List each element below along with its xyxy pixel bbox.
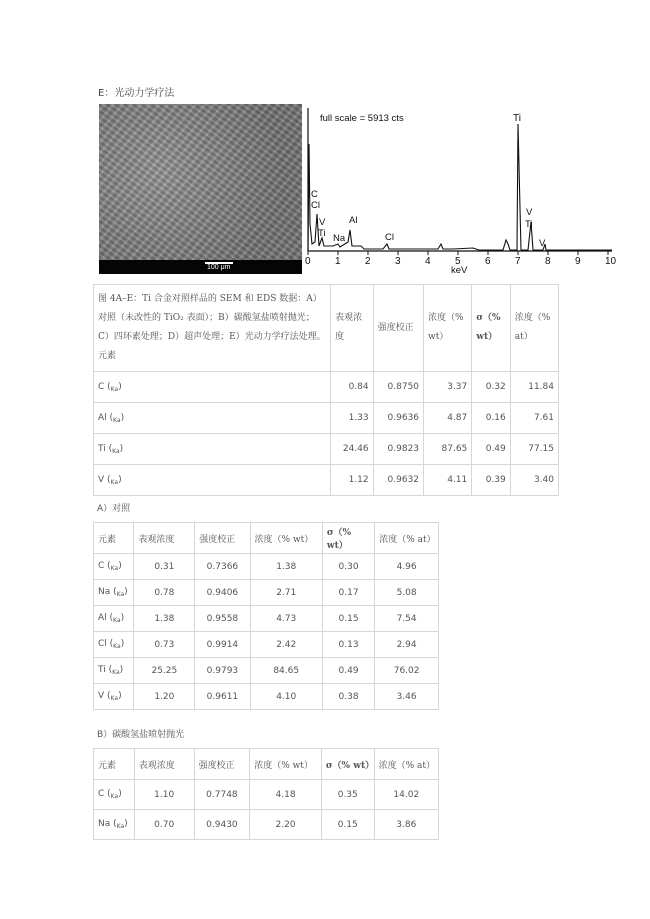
value-cell: 1.38 bbox=[250, 554, 322, 580]
eds-full-scale-label: full scale = 5913 cts bbox=[320, 113, 404, 124]
value-cell: 3.37 bbox=[424, 372, 472, 403]
table-c-header-row bbox=[94, 749, 439, 780]
value-cell: 2.42 bbox=[250, 632, 322, 658]
eds-x-tick-label: 4 bbox=[425, 256, 431, 267]
table-c bbox=[93, 748, 439, 840]
value-cell: 2.71 bbox=[250, 580, 322, 606]
value-cell: 1.38 bbox=[134, 606, 195, 632]
value-cell: 0.15 bbox=[322, 606, 374, 632]
col-at: 浓度（% at） bbox=[375, 523, 439, 554]
eds-spectrum-trace bbox=[308, 124, 612, 251]
element-symbol: C bbox=[98, 789, 105, 799]
element-line: Ka bbox=[110, 793, 119, 800]
element-line: Ka bbox=[110, 385, 119, 393]
col-intensity: 强度校正 bbox=[373, 285, 423, 372]
value-cell: 0.9406 bbox=[195, 580, 250, 606]
element-symbol: Na bbox=[98, 587, 111, 597]
element-symbol: Cl bbox=[98, 639, 107, 649]
value-cell: 76.02 bbox=[375, 658, 439, 684]
value-cell: 1.20 bbox=[134, 684, 195, 710]
col-wt: 浓度（% wt） bbox=[424, 285, 472, 372]
eds-x-tick-label: 0 bbox=[305, 256, 311, 267]
value-cell: 0.30 bbox=[322, 554, 374, 580]
value-cell: 0.70 bbox=[134, 810, 194, 840]
value-cell: 1.10 bbox=[134, 780, 194, 810]
element-line: Ka bbox=[116, 591, 125, 598]
col-at: 浓度（% at） bbox=[374, 749, 438, 780]
value-cell: 0.49 bbox=[472, 434, 511, 465]
element-line: Ka bbox=[112, 669, 120, 676]
value-cell: 77.15 bbox=[510, 434, 558, 465]
col-element: 元素 bbox=[94, 749, 135, 780]
value-cell: 7.54 bbox=[375, 606, 439, 632]
value-cell: 0.31 bbox=[134, 554, 195, 580]
value-cell: 0.39 bbox=[472, 465, 511, 496]
sem-micrograph bbox=[99, 104, 302, 274]
value-cell: 24.46 bbox=[331, 434, 374, 465]
value-cell: 1.33 bbox=[331, 403, 374, 434]
eds-x-tick-label: 6 bbox=[485, 256, 491, 267]
value-cell: 0.9558 bbox=[195, 606, 250, 632]
element-cell: Ti $(_{Ka})$ bbox=[94, 658, 134, 684]
value-cell: 2.20 bbox=[250, 810, 322, 840]
element-cell: V $(_{Ka})$ bbox=[94, 684, 134, 710]
element-symbol: Ti bbox=[98, 665, 106, 675]
table-a-header-row bbox=[94, 285, 559, 372]
eds-x-tick-label: 2 bbox=[365, 256, 371, 267]
eds-peak-label-na: Na bbox=[333, 233, 346, 244]
value-cell: 25.25 bbox=[134, 658, 195, 684]
element-line: Ka bbox=[116, 823, 125, 830]
table-row bbox=[94, 632, 439, 658]
col-element: 元素 bbox=[94, 523, 134, 554]
element-symbol: Al bbox=[98, 613, 107, 623]
value-cell: 1.12 bbox=[331, 465, 374, 496]
eds-x-unit: keV bbox=[451, 265, 468, 276]
eds-peak-label-cl: Cl bbox=[311, 200, 320, 211]
element-symbol: V bbox=[98, 691, 105, 701]
eds-peak-label-v-ka: V bbox=[526, 207, 533, 218]
element-line: Ka bbox=[113, 643, 121, 650]
eds-peak-label-al: Al bbox=[349, 215, 358, 226]
value-cell: 0.13 bbox=[322, 632, 374, 658]
value-cell: 0.73 bbox=[134, 632, 195, 658]
eds-peak-label-v: V bbox=[319, 217, 326, 228]
value-cell: 3.40 bbox=[510, 465, 558, 496]
value-cell: 0.9793 bbox=[195, 658, 250, 684]
col-sigma: σ（% wt） bbox=[322, 523, 374, 554]
table-b-header-row bbox=[94, 523, 439, 554]
col-apparent: 表观浓度 bbox=[134, 523, 195, 554]
eds-x-tick-label: 10 bbox=[605, 256, 617, 267]
section-title-e: E：光动力学疗法 bbox=[98, 88, 175, 99]
sem-info-bar bbox=[99, 260, 302, 274]
table-row bbox=[94, 658, 439, 684]
element-cell: C $(_{Ka})$ bbox=[94, 372, 331, 403]
element-line: Ka bbox=[113, 617, 121, 624]
table-b bbox=[93, 522, 439, 710]
table-row bbox=[94, 554, 439, 580]
table-a-label: A）对照 bbox=[97, 504, 131, 514]
value-cell: 0.9636 bbox=[373, 403, 423, 434]
value-cell: 84.65 bbox=[250, 658, 322, 684]
value-cell: 0.17 bbox=[322, 580, 374, 606]
eds-x-tick-label: 9 bbox=[575, 256, 581, 267]
element-line: Ka bbox=[110, 478, 119, 486]
eds-peak-label-ti-kb: Ti bbox=[525, 219, 533, 230]
value-cell: 3.46 bbox=[375, 684, 439, 710]
value-cell: 11.84 bbox=[510, 372, 558, 403]
table-row bbox=[94, 580, 439, 606]
element-line: Ka bbox=[112, 447, 120, 455]
table-row bbox=[94, 684, 439, 710]
eds-peak-label-c: C bbox=[311, 189, 318, 200]
table-row bbox=[94, 465, 559, 496]
value-cell: 4.18 bbox=[250, 780, 322, 810]
element-symbol: C bbox=[98, 381, 105, 392]
value-cell: 0.38 bbox=[322, 684, 374, 710]
col-sigma: σ（% wt） bbox=[321, 749, 374, 780]
value-cell: 0.78 bbox=[134, 580, 195, 606]
value-cell: 0.49 bbox=[322, 658, 374, 684]
element-cell: C $(_{Ka})$ bbox=[94, 554, 134, 580]
value-cell: 2.94 bbox=[375, 632, 439, 658]
element-cell: Al $(_{Ka})$ bbox=[94, 403, 331, 434]
element-line: Ka bbox=[110, 565, 119, 572]
value-cell: 3.86 bbox=[374, 810, 438, 840]
value-cell: 4.96 bbox=[375, 554, 439, 580]
col-intensity: 强度校正 bbox=[195, 523, 250, 554]
element-symbol: Al bbox=[98, 412, 107, 423]
element-line: Ka bbox=[113, 416, 121, 424]
value-cell: 14.02 bbox=[374, 780, 438, 810]
element-cell: Ti $(_{Ka})$ bbox=[94, 434, 331, 465]
sem-scale-label: 100 μm bbox=[207, 264, 231, 271]
value-cell: 87.65 bbox=[424, 434, 472, 465]
value-cell: 0.9823 bbox=[373, 434, 423, 465]
table-b-label: B）碳酸氢盐喷射抛光 bbox=[97, 730, 185, 740]
element-symbol: Ti bbox=[98, 443, 106, 454]
value-cell: 0.35 bbox=[321, 780, 374, 810]
element-cell: V $(_{Ka})$ bbox=[94, 465, 331, 496]
value-cell: 4.87 bbox=[424, 403, 472, 434]
col-sigma: σ（% wt） bbox=[472, 285, 511, 372]
value-cell: 5.08 bbox=[375, 580, 439, 606]
col-wt: 浓度（% wt） bbox=[250, 749, 322, 780]
table-row bbox=[94, 780, 439, 810]
col-at: 浓度（% at） bbox=[510, 285, 558, 372]
table-row bbox=[94, 606, 439, 632]
value-cell: 4.73 bbox=[250, 606, 322, 632]
element-cell: Cl $(_{Ka})$ bbox=[94, 632, 134, 658]
value-cell: 4.10 bbox=[250, 684, 322, 710]
value-cell: 0.84 bbox=[331, 372, 374, 403]
value-cell: 0.32 bbox=[472, 372, 511, 403]
eds-x-tick-label: 7 bbox=[515, 256, 521, 267]
value-cell: 7.61 bbox=[510, 403, 558, 434]
table-a-caption-cell: 图 4A–E：Ti 合金对照样品的 SEM 和 EDS 数据：A）对照（未改性的 TiO₂ 表面）；B）碳酸氢盐喷射抛光；C）四环素处理；D）超声处理；E）光动力学疗法处理。元素 bbox=[94, 285, 331, 372]
element-cell: Na $(_{Ka})$ bbox=[94, 580, 134, 606]
eds-peak-label-ti: Ti bbox=[513, 113, 521, 124]
table-row bbox=[94, 434, 559, 465]
value-cell: 0.9611 bbox=[195, 684, 250, 710]
value-cell: 0.9914 bbox=[195, 632, 250, 658]
value-cell: 0.9430 bbox=[194, 810, 250, 840]
eds-x-tick-label: 5 bbox=[455, 256, 461, 267]
eds-x-tick-label: 1 bbox=[335, 256, 341, 267]
value-cell: 0.15 bbox=[321, 810, 374, 840]
col-apparent: 表观浓度 bbox=[331, 285, 374, 372]
value-cell: 0.9632 bbox=[373, 465, 423, 496]
element-cell: Na $(_{Ka})$ bbox=[94, 810, 135, 840]
table-row bbox=[94, 810, 439, 840]
table-row bbox=[94, 372, 559, 403]
value-cell: 4.11 bbox=[424, 465, 472, 496]
eds-x-tick-label: 3 bbox=[395, 256, 401, 267]
element-symbol: C bbox=[98, 561, 105, 571]
col-apparent: 表观浓度 bbox=[134, 749, 194, 780]
eds-peak-label-cl-k: Cl bbox=[385, 232, 394, 243]
eds-spectrum bbox=[303, 104, 618, 276]
col-intensity: 强度校正 bbox=[194, 749, 250, 780]
element-line: Ka bbox=[110, 695, 119, 702]
eds-x-tick-label: 8 bbox=[545, 256, 551, 267]
element-cell: C $(_{Ka})$ bbox=[94, 780, 135, 810]
table-row bbox=[94, 403, 559, 434]
value-cell: 0.7748 bbox=[194, 780, 250, 810]
eds-peak-label-v-kb: V bbox=[539, 238, 546, 249]
value-cell: 0.8750 bbox=[373, 372, 423, 403]
element-symbol: Na bbox=[98, 819, 111, 829]
col-wt: 浓度（% wt） bbox=[250, 523, 322, 554]
value-cell: 0.7366 bbox=[195, 554, 250, 580]
value-cell: 0.16 bbox=[472, 403, 511, 434]
table-a bbox=[93, 284, 559, 496]
element-symbol: V bbox=[98, 474, 105, 485]
element-cell: Al $(_{Ka})$ bbox=[94, 606, 134, 632]
eds-peak-label-ti-l: Ti bbox=[318, 228, 326, 239]
